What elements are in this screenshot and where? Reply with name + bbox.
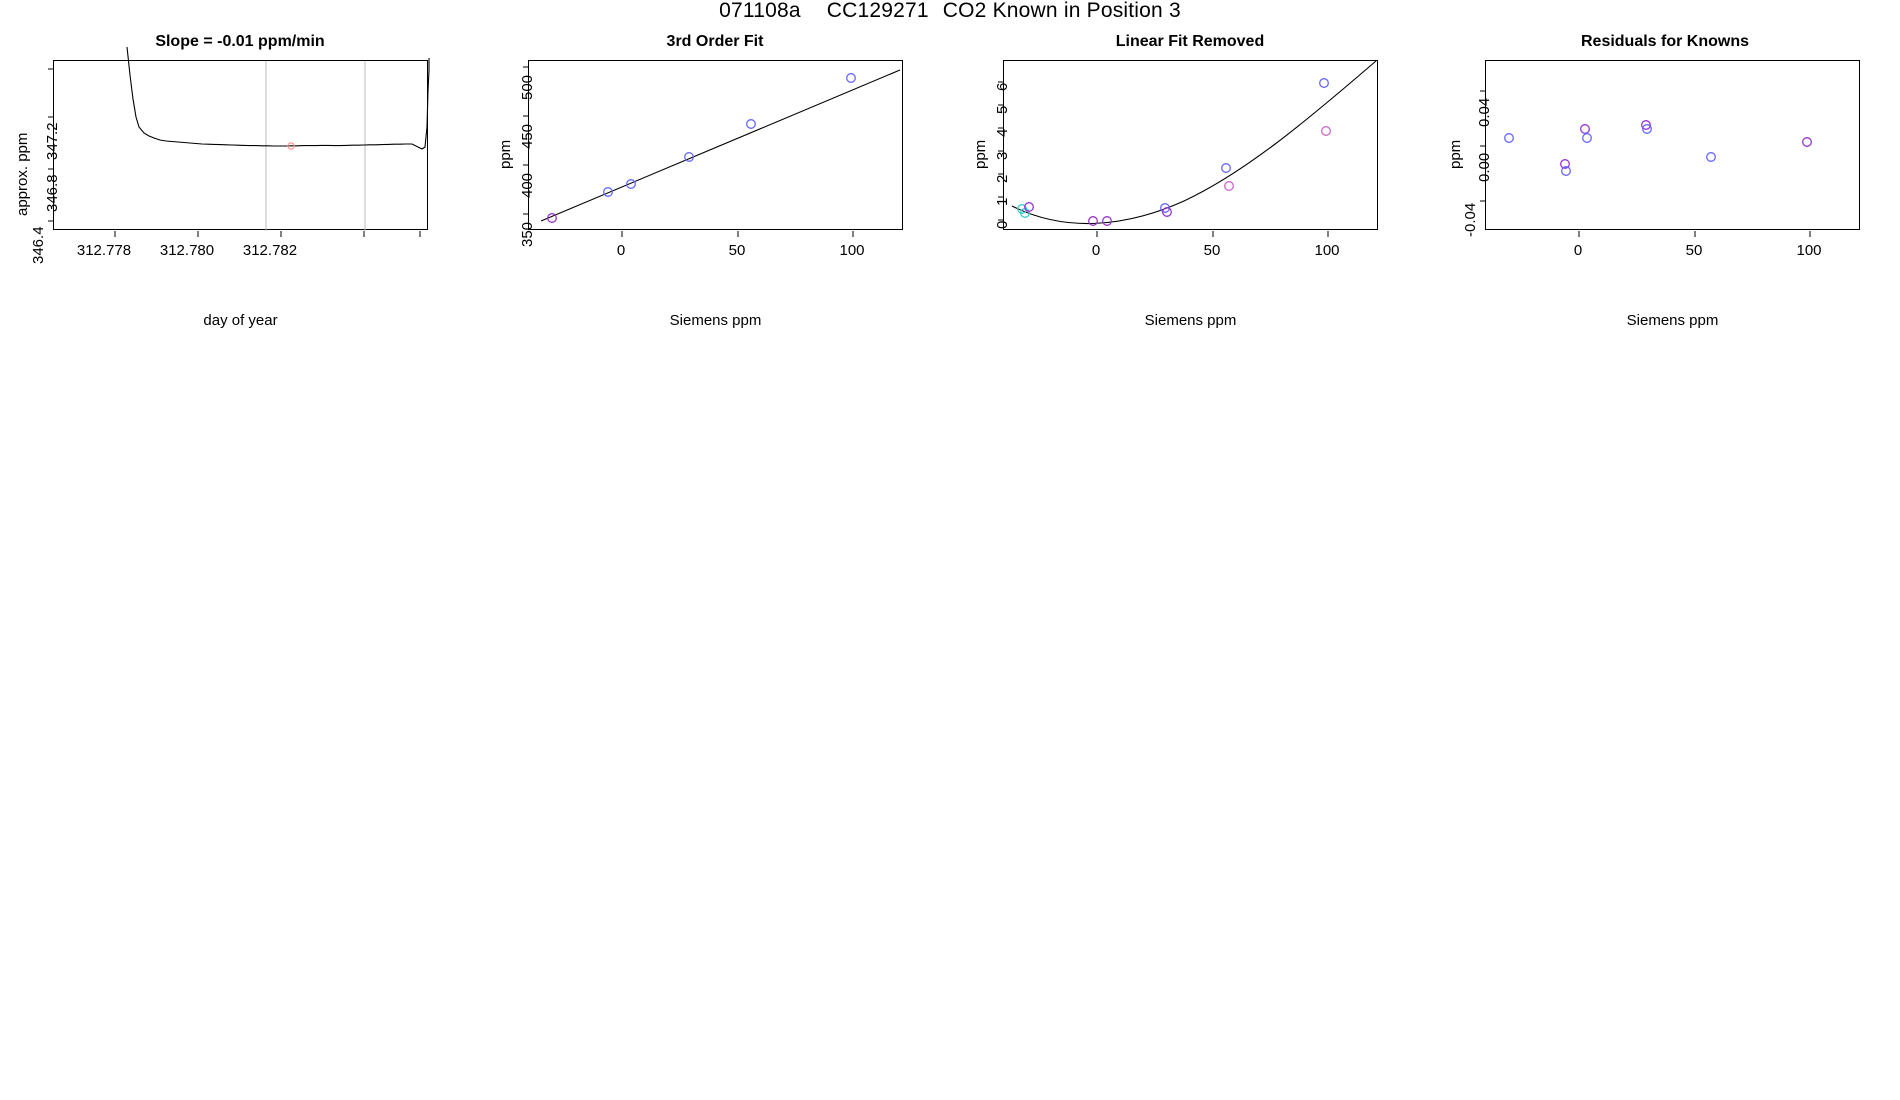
panel-third-order-fit-title: 3rd Order Fit [666, 33, 764, 50]
panel-third-order-fit-xtick-2: 100 [839, 242, 865, 259]
panel-linear-fit-removed-xtick-0: 0 [1091, 242, 1101, 259]
panel-residuals-xlabel: Siemens ppm [1626, 312, 1719, 329]
panel-slope-ylabel: approx. ppm [14, 132, 31, 216]
panel-linear-fit-removed [950, 33, 1420, 329]
panel-third-order-fit-xticks [622, 231, 853, 237]
panel-linear-fit-removed-xlabel: Siemens ppm [1144, 312, 1237, 329]
panel-third-order-fit [475, 33, 945, 329]
panel-linear-fit-removed-ytick-1: 1 [994, 197, 1011, 206]
suptitle-instrument: CC129271 [826, 0, 929, 22]
panel-residuals-ylabel: ppm [1447, 139, 1464, 169]
panel-third-order-fit-xtick-1: 50 [728, 242, 746, 259]
panel-slope-svg [54, 61, 429, 231]
panel-residuals-plotbox [1485, 60, 1860, 230]
figure-suptitle [0, 0, 1900, 21]
panel-residuals-title: Residuals for Knowns [1580, 33, 1750, 50]
panel-third-order-fit-xlabel: Siemens ppm [669, 312, 762, 329]
panel-residuals-svg [1486, 61, 1861, 231]
panel-linear-fit-removed-svg [1004, 61, 1379, 231]
panel-slope [0, 33, 470, 329]
panel-slope-xtick-0: 312.778 [76, 242, 132, 259]
panel-linear-fit-removed-ytick-3: 3 [994, 151, 1011, 160]
panel-third-order-fit-ytick-2: 450 [519, 123, 536, 149]
known-points [1018, 79, 1331, 226]
panel-third-order-fit-ytick-1: 400 [519, 172, 536, 198]
panel-linear-fit-removed-ytick-4: 4 [994, 128, 1011, 137]
panel-residuals-ytick-2: 0.04 [1476, 97, 1493, 127]
panel-residuals [1425, 33, 1895, 329]
panel-linear-fit-removed-xticks [1097, 231, 1328, 237]
panel-residuals-ytick-0: -0.04 [1462, 202, 1479, 237]
panel-third-order-fit-ytick-3: 500 [519, 74, 536, 100]
panel-third-order-fit-svg [529, 61, 904, 231]
panel-residuals-xtick-0: 0 [1573, 242, 1583, 259]
known-points [548, 74, 856, 223]
panel-residuals-xtick-1: 50 [1685, 242, 1703, 259]
panel-third-order-fit-ylabel: ppm [497, 139, 514, 169]
suptitle-description: CO2 Known in Position 3 [942, 0, 1181, 22]
panel-slope-xlabel: day of year [203, 312, 278, 329]
panel-third-order-fit-plotbox [528, 60, 903, 230]
panel-residuals-xtick-2: 100 [1796, 242, 1822, 259]
panel-linear-fit-removed-title: Linear Fit Removed [1115, 33, 1265, 50]
panel-linear-fit-removed-ytick-0: 0 [994, 220, 1011, 229]
fit-curve [1012, 61, 1376, 224]
panel-slope-xticks [115, 231, 420, 237]
panel-linear-fit-removed-ytick-6: 6 [994, 82, 1011, 91]
panel-linear-fit-removed-xtick-2: 100 [1314, 242, 1340, 259]
panel-slope-ytick-1: 346.8 [44, 174, 61, 212]
panel-linear-fit-removed-ytick-5: 5 [994, 105, 1011, 114]
panel-slope-plotbox [53, 60, 428, 230]
panel-linear-fit-removed-ylabel: ppm [972, 139, 989, 169]
panel-linear-fit-removed-plotbox [1003, 60, 1378, 230]
panel-slope-xtick-1: 312.780 [159, 242, 215, 259]
panel-third-order-fit-xtick-0: 0 [616, 242, 626, 259]
residual-points [1505, 121, 1812, 176]
approx-ppm-trace [127, 47, 429, 149]
panel-residuals-xticks [1579, 231, 1810, 237]
panel-slope-ytick-2: 347.2 [44, 122, 61, 160]
panel-linear-fit-removed-xtick-1: 50 [1203, 242, 1221, 259]
panel-residuals-ytick-1: 0.00 [1476, 152, 1493, 182]
panel-slope-ytick-0: 346.4 [30, 226, 47, 264]
panel-linear-fit-removed-ytick-2: 2 [994, 174, 1011, 183]
fit-line [541, 70, 900, 221]
suptitle-run-id: 071108a [719, 0, 801, 22]
panel-slope-title: Slope = -0.01 ppm/min [155, 33, 325, 50]
panel-slope-xtick-2: 312.782 [242, 242, 298, 259]
panel-third-order-fit-ytick-0: 350 [519, 221, 536, 247]
